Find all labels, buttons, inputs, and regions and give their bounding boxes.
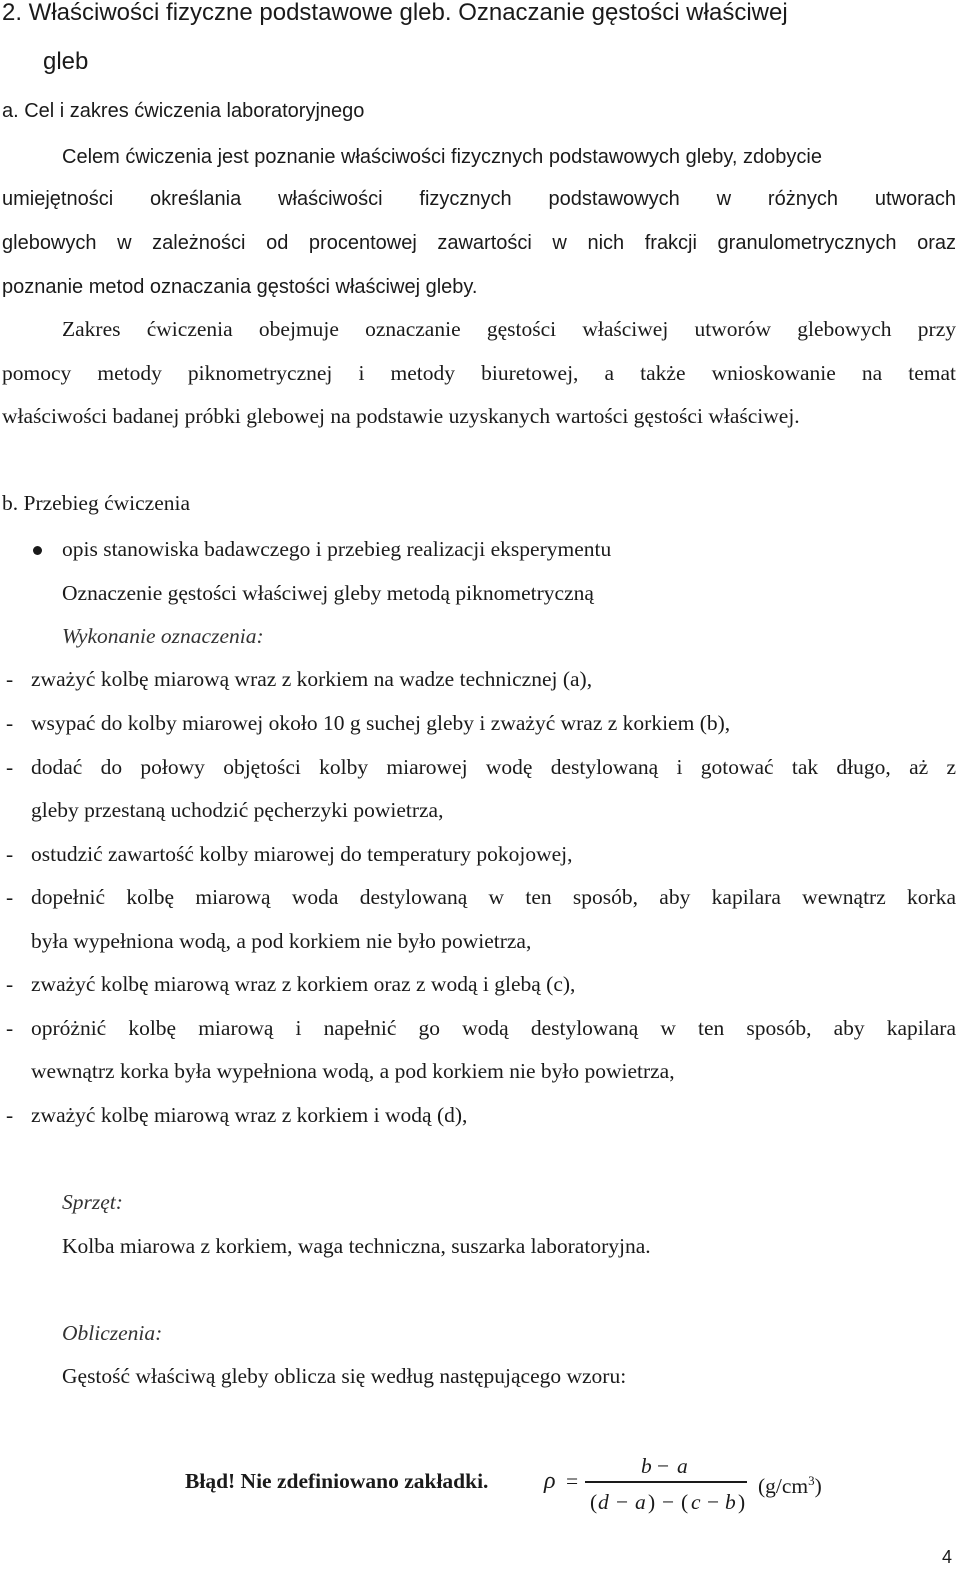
method-title: Oznaczenie gęstości właściwej gleby metodą piknometryczną (62, 581, 594, 605)
unit-exponent: 3 (808, 1473, 815, 1488)
procedure-step: dodać do połowy objętości kolby miarowej wodę destylowaną i gotować tak długo, aż z (31, 755, 956, 779)
denominator-open-paren: ( (681, 1490, 689, 1514)
procedure-step: opróżnić kolbę miarową i napełnić go wodą destylowaną w ten sposób, aby kapilara (31, 1016, 956, 1040)
denominator-b: b (725, 1490, 736, 1514)
aim-paragraph-line: Celem ćwiczenia jest poznanie właściwości fizycznych podstawowych gleby, zdobycie (62, 146, 822, 168)
dash-marker: - (6, 972, 14, 996)
procedure-step: zważyć kolbę miarową wraz z korkiem oraz z wodą i glebą (c), (31, 972, 576, 996)
denominator-a: a (635, 1490, 646, 1514)
dash-marker: - (6, 1016, 14, 1040)
numerator-b: b (641, 1454, 652, 1478)
procedure-step: ostudzić zawartość kolby miarowej do temperatury pokojowej, (31, 842, 573, 866)
dash-marker: - (6, 711, 14, 735)
dash-marker: - (6, 667, 14, 691)
denominator-minus: − (662, 1490, 675, 1514)
denominator-open-paren: ( (590, 1490, 598, 1514)
rho-symbol: ρ (544, 1468, 556, 1494)
subsection-a-heading: a. Cel i zakres ćwiczenia laboratoryjnego (2, 100, 365, 122)
denominator-close-paren: ) (648, 1490, 656, 1514)
aim-paragraph-line: poznanie metod oznaczania gęstości właściwej gleby. (2, 276, 478, 298)
procedure-step: zważyć kolbę miarową wraz z korkiem i wodą (d), (31, 1103, 468, 1127)
denominator-d: d (598, 1490, 609, 1514)
denominator-minus: − (707, 1490, 720, 1514)
denominator-c: c (691, 1490, 701, 1514)
scope-paragraph-line: pomocy metody piknometrycznej i metody biuretowej, a także wnioskowanie na temat (2, 361, 956, 385)
dash-marker: - (6, 842, 14, 866)
procedure-label: Wykonanie oznaczenia: (62, 624, 264, 648)
procedure-step-continued: gleby przestaną uchodzić pęcherzyki powietrza, (31, 798, 444, 822)
dash-marker: - (6, 1103, 14, 1127)
equipment-text: Kolba miarowa z korkiem, waga techniczna, suszarka laboratoryjna. (62, 1234, 651, 1258)
subsection-b-heading: b. Przebieg ćwiczenia (2, 491, 191, 515)
equals-sign: = (566, 1469, 579, 1493)
procedure-step-continued: była wypełniona wodą, a pod korkiem nie było powietrza, (31, 929, 532, 953)
procedure-step: wsypać do kolby miarowej około 10 g suchej gleby i zważyć wraz z korkiem (b), (31, 711, 731, 735)
numerator-minus: − (657, 1454, 670, 1478)
aim-paragraph-line: umiejętności określania właściwości fizycznych podstawowych w różnych utworach (2, 188, 956, 210)
dash-marker: - (6, 755, 14, 779)
scope-paragraph-line: Zakres ćwiczenia obejmuje oznaczanie gęstości właściwej utworów glebowych przy (62, 317, 956, 341)
procedure-step-continued: wewnątrz korka była wypełniona wodą, a pod korkiem nie było powietrza, (31, 1059, 675, 1083)
bullet-icon (33, 546, 42, 555)
unit-close: ) (814, 1474, 822, 1499)
section-title-continued: gleb (43, 48, 89, 75)
page-number: 4 (941, 1547, 952, 1567)
density-formula (0, 1448, 960, 1518)
equipment-label: Sprzęt: (62, 1190, 123, 1214)
calculations-text: Gęstość właściwą gleby oblicza się według następującego wzoru: (62, 1364, 627, 1388)
dash-marker: - (6, 885, 14, 909)
fraction-bar (585, 1481, 747, 1483)
bookmark-error-text: Błąd! Nie zdefiniowano zakładki. (185, 1469, 489, 1493)
unit-base: (g/cm (758, 1474, 809, 1499)
denominator-close-paren: ) (738, 1490, 746, 1514)
numerator-a: a (677, 1454, 688, 1478)
denominator-minus: − (616, 1490, 629, 1514)
bullet-item: opis stanowiska badawczego i przebieg realizacji eksperymentu (62, 537, 612, 561)
calculations-label: Obliczenia: (62, 1321, 163, 1345)
unit-label (758, 1468, 822, 1499)
aim-paragraph-line: glebowych w zależności od procentowej zawartości w nich frakcji granulometrycznych oraz (2, 232, 956, 254)
procedure-step: zważyć kolbę miarową wraz z korkiem na wadze technicznej (a), (31, 667, 593, 691)
procedure-step: dopełnić kolbę miarową woda destylowaną w ten sposób, aby kapilara wewnątrz korka (31, 885, 956, 909)
scope-paragraph-line: właściwości badanej próbki glebowej na podstawie uzyskanych wartości gęstości właściwej. (2, 404, 800, 428)
section-title: 2. Właściwości fizyczne podstawowe gleb. Oznaczanie gęstości właściwej (2, 0, 788, 26)
